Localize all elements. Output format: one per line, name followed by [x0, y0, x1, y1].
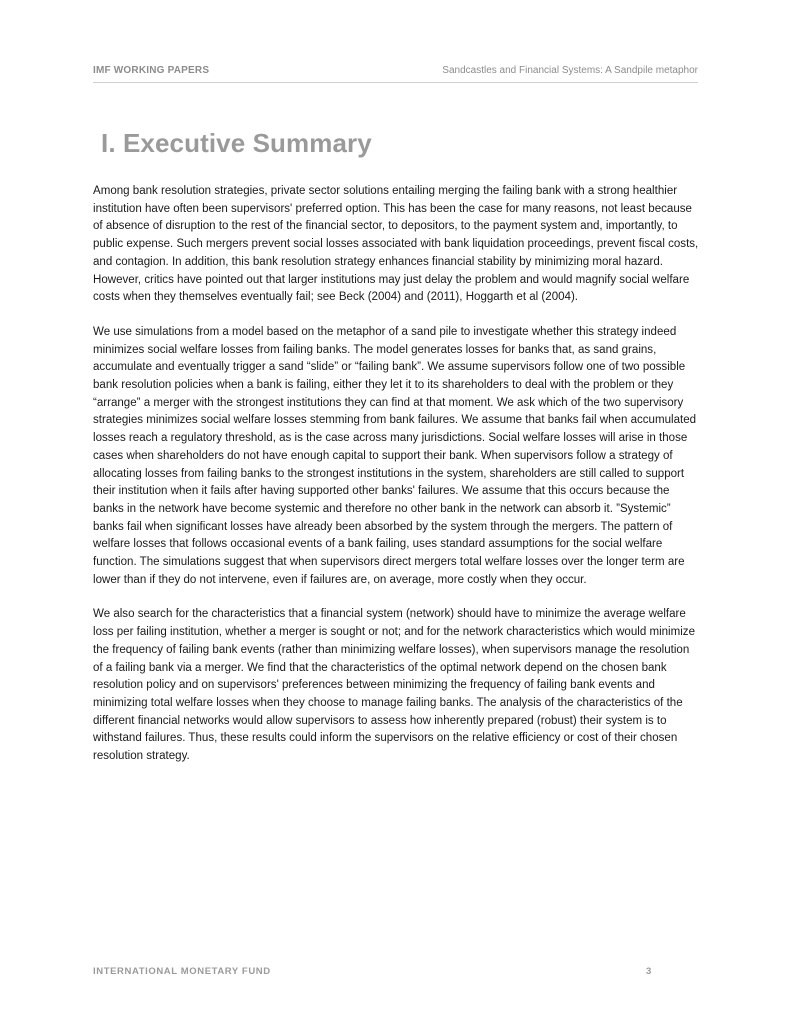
section-body: [93, 183, 700, 783]
page-number: 3: [646, 966, 652, 977]
footer-organization: INTERNATIONAL MONETARY FUND: [93, 966, 271, 977]
running-header: [93, 62, 698, 83]
paragraph-2: We use simulations from a model based on the metaphor of a sand pile to investigate whether this strategy indeed minimizes social welfare losses from failing banks. The model generates losses for banks that, as sand grains, accumulate and eventually trigger a sand “slide” or “failing bank”. We assume supervisors follow one of two possible bank resolution policies when a bank is failing, either they let it to its shareholders to deal with the problem or they “arrange” a merger with the strongest institutions they can find at that moment. We ask which of the two supervisory strategies minimizes social welfare losses stemming from bank failures. We assume that banks fail when accumulated losses reach a regulatory threshold, as is the case across many jurisdictions. Social welfare losses will arise in those cases when shareholders do not have enough capital to support their bank. When supervisors follow a strategy of allocating losses from failing banks to the strongest institutions in the system, shareholders are still called to support their institution when it fails after having supported other banks' failures. We assume that this occurs because the banks in the network have become systemic and therefore no other bank in the network can absorb it. ”Systemic” banks fail when significant losses have already been absorbed by the system through the mergers. The pattern of welfare losses that follows occasional events of a bank failing, uses standard assumptions for the social welfare function. The simulations suggest that when supervisors direct mergers total welfare losses over the longer term are lower than if they do not intervene, even if failures are, on average, more costly when they occur.: [93, 325, 697, 586]
header-paper-title: Sandcastles and Financial Systems: A Sandpile metaphor: [442, 65, 698, 76]
header-publication-name: IMF WORKING PAPERS: [93, 65, 210, 76]
paragraph-3: We also search for the characteristics that a financial system (network) should have to minimize the average welfare loss per failing institution, whether a merger is sought or not; and for the network characteristics which would minimize the frequency of failing bank events (rather than minimizing welfare losses), when supervisors manage the resolution of a failing bank via a merger. We find that the characteristics of the optimal network depend on the chosen bank resolution policy and on supervisors' preferences between minimizing the frequency of failing bank events and minimizing total welfare losses when they choose to manage failing banks. The analysis of the characteristics of the different financial networks would allow supervisors to assess how inherently prepared (robust) their system is to withstand failures. Thus, these results could inform the supervisors on the relative efficiency or cost of their chosen resolution strategy.: [93, 608, 695, 763]
paragraph-1: Among bank resolution strategies, private sector solutions entailing merging the failing bank with a strong healthier institution have often been supervisors' preferred option. This has been the case for many reasons, not least because of absence of disruption to the rest of the financial sector, to depositors, to the payment system and, importantly, to public expense. Such mergers prevent social losses associated with bank liquidation proceedings, prevent fiscal costs, and contagion. In addition, this bank resolution strategy enhances financial stability by minimizing moral hazard. However, critics have pointed out that larger institutions may just delay the problem and would magnify social welfare costs when they themselves eventually fail; see Beck (2004) and (2011), Hoggarth et al (2004).: [93, 185, 699, 304]
section-title: I. Executive Summary: [101, 128, 372, 158]
